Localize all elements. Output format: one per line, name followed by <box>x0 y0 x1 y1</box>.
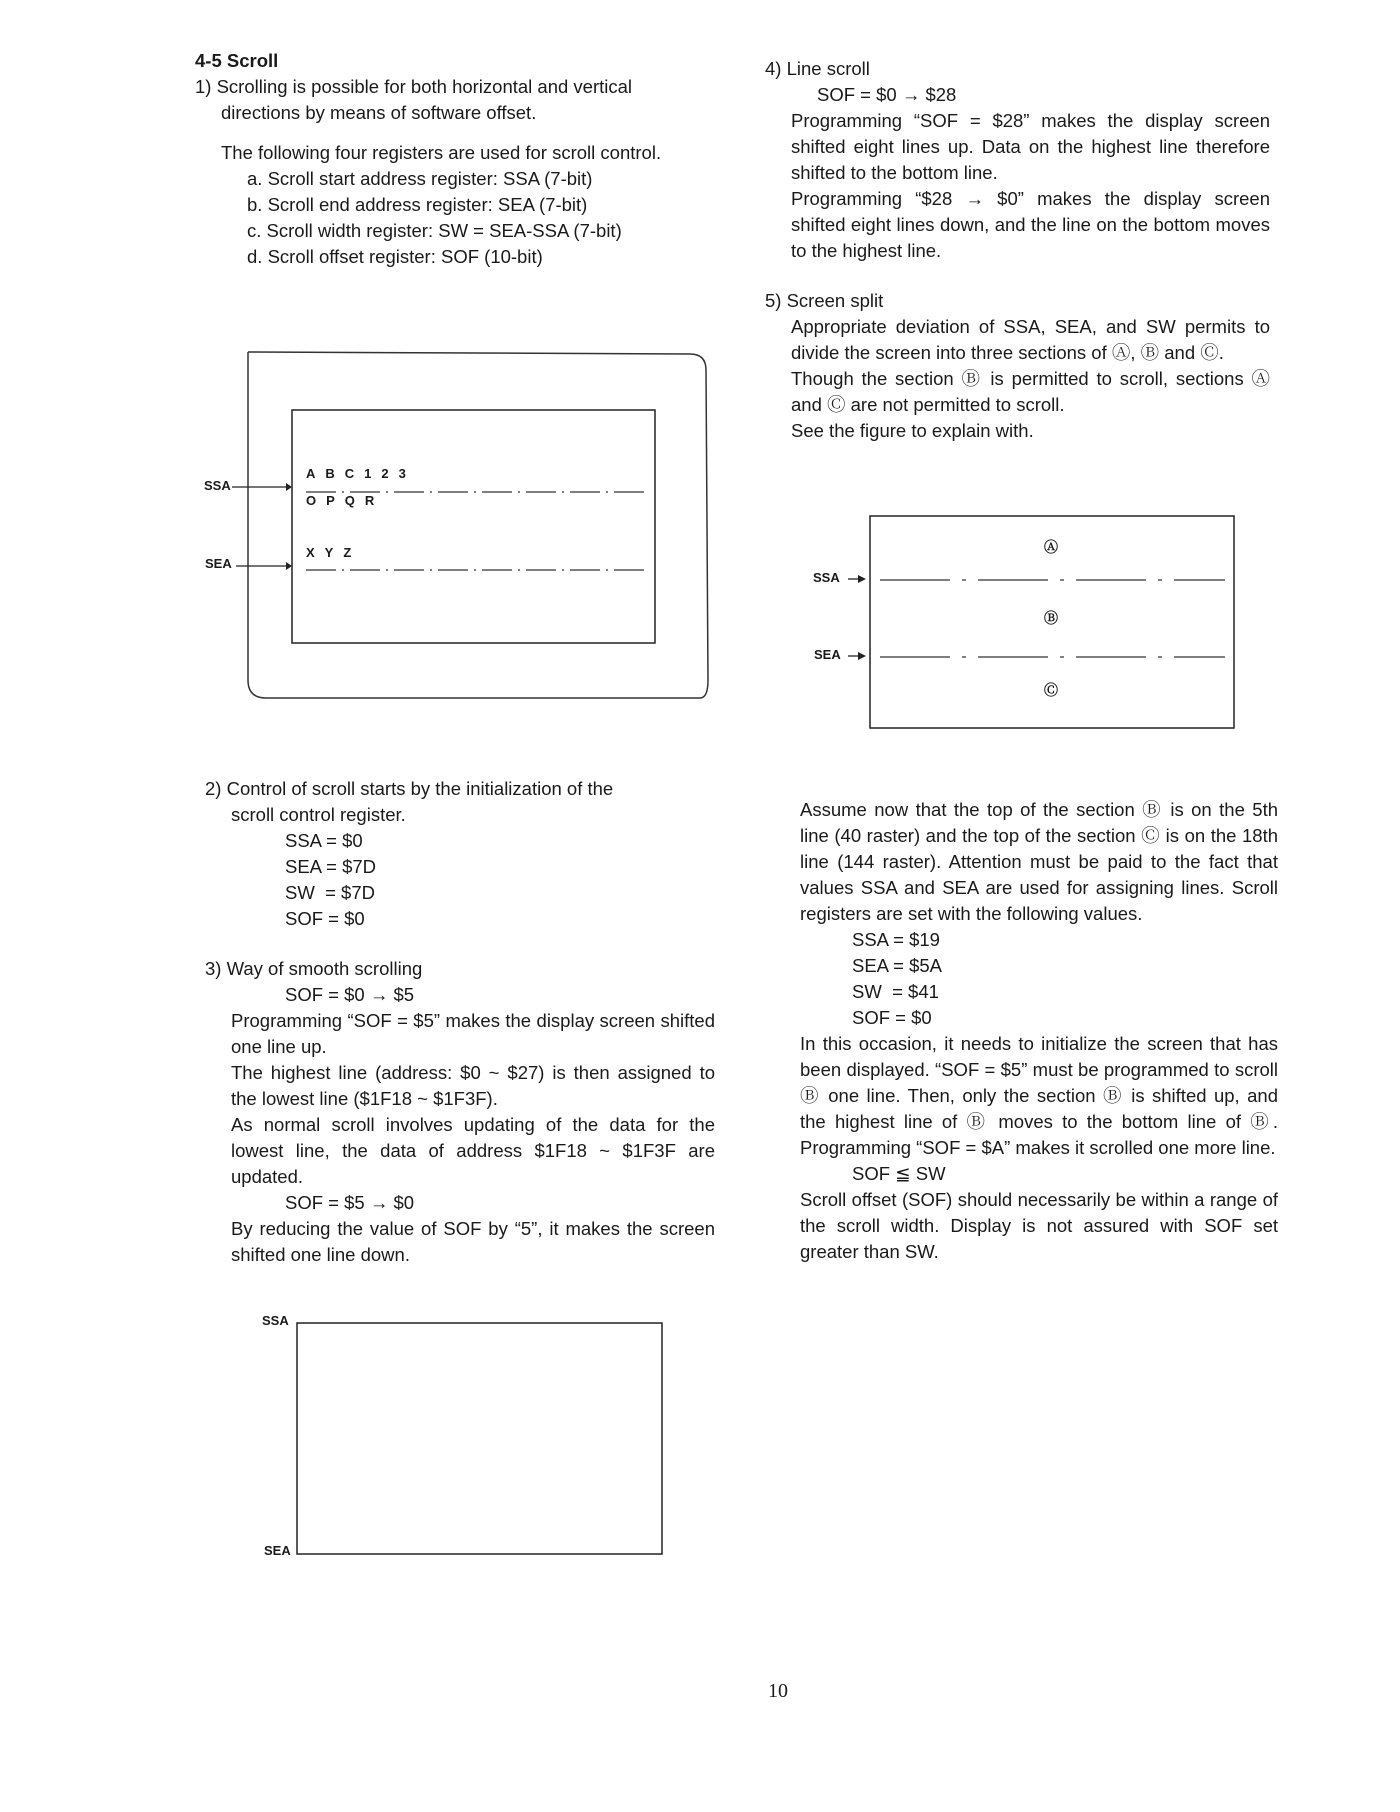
item1-para: The following four registers are used for scroll control. <box>221 142 662 163</box>
section-title: 4-5 Scroll <box>195 50 279 71</box>
item3-text3: As normal scroll involves updating of the data for the lowest line, the data of address $1F18 ~ $1F3F are updated. <box>231 1114 715 1187</box>
item3-text1: Programming “SOF = $5” makes the display screen shifted one line up. <box>231 1010 715 1057</box>
fig1-sea-label: SEA <box>205 556 232 571</box>
item2-value-sw: SW = $7D <box>285 882 375 903</box>
right-column-bottom <box>800 797 1278 1265</box>
assume-value-sw: SW = $41 <box>852 981 939 1002</box>
item4-text2: Programming “$28 → $0” makes the display screen shifted eight lines down, and the line on the bottom moves to the highest line. <box>791 188 1270 261</box>
assume-value-sea: SEA = $5A <box>852 955 942 976</box>
item5-title: 5) Screen split <box>765 290 884 311</box>
item4-eq: SOF = $0 → $28 <box>817 84 957 105</box>
assume-text2: In this occasion, it needs to initialize the screen that has been displayed. “SOF = $5” must be programmed to scroll Ⓑ one line. Then, only the section Ⓑ is shifted up, and the highest line of Ⓑ moves to the bottom line of Ⓑ. Programming “SOF = $A” makes it scrolled one more line. <box>800 1033 1278 1158</box>
fig1-row-opqr: OPQR <box>306 493 385 508</box>
item3-eq1: SOF = $0 → $5 <box>285 984 415 1005</box>
fig2-section-c: Ⓒ <box>1044 682 1058 698</box>
assume-text3: Scroll offset (SOF) should necessarily be within a range of the scroll width. Display is not assured with SOF set greater than SW. <box>800 1189 1278 1262</box>
fig2-section-b: Ⓑ <box>1044 610 1058 626</box>
register-d: d. Scroll offset register: SOF (10-bit) <box>247 246 543 267</box>
assume-value-ssa: SSA = $19 <box>852 929 940 950</box>
fig3-sea-label: SEA <box>264 1543 291 1558</box>
fig1-row-abc123: ABC123 <box>306 466 416 481</box>
item1-line1: 1) Scrolling is possible for both horizontal and vertical <box>195 76 633 97</box>
assume-eq: SOF ≦ SW <box>852 1163 946 1184</box>
item3-title: 3) Way of smooth scrolling <box>205 958 423 979</box>
item1-line2: directions by means of software offset. <box>221 102 537 123</box>
item2-line2: scroll control register. <box>231 804 406 825</box>
item4-text1: Programming “SOF = $28” makes the display screen shifted eight lines up. Data on the highest line therefore shifted to the bottom line. <box>791 110 1270 183</box>
fig3-ssa-label: SSA <box>262 1313 289 1328</box>
fig2-section-a: Ⓐ <box>1044 539 1058 555</box>
item5-text3: See the figure to explain with. <box>791 420 1034 441</box>
register-b: b. Scroll end address register: SEA (7-bit) <box>247 194 588 215</box>
register-c: c. Scroll width register: SW = SEA-SSA (7-bit) <box>247 220 622 241</box>
item2-value-sof: SOF = $0 <box>285 908 365 929</box>
item2-value-sea: SEA = $7D <box>285 856 377 877</box>
page-number: 10 <box>768 1680 788 1702</box>
item2-value-ssa: SSA = $0 <box>285 830 363 851</box>
assume-text1: Assume now that the top of the section Ⓑ is on the 5th line (40 raster) and the top of the section Ⓒ is on the 18th line (144 raster). Attention must be paid to the fact that values SSA and SEA are used for assigning lines. Scroll registers are set with the following values. <box>800 799 1278 924</box>
fig2-sea-label: SEA <box>814 647 841 662</box>
item5-text1: Appropriate deviation of SSA, SEA, and SW permits to divide the screen into three sections of Ⓐ, Ⓑ and Ⓒ. <box>791 316 1270 363</box>
item3-text2: The highest line (address: $0 ~ $27) is then assigned to the lowest line ($1F18 ~ $1F3F). <box>231 1062 715 1109</box>
fig1-row-xyz: XYZ <box>306 545 362 560</box>
item3-eq2: SOF = $5 → $0 <box>285 1192 415 1213</box>
register-a: a. Scroll start address register: SSA (7-bit) <box>247 168 593 189</box>
fig1-ssa-label: SSA <box>204 478 231 493</box>
fig2-ssa-label: SSA <box>813 570 840 585</box>
assume-value-sof: SOF = $0 <box>852 1007 932 1028</box>
item2-line1: 2) Control of scroll starts by the initialization of the <box>205 778 614 799</box>
item5-text2: Though the section Ⓑ is permitted to scroll, sections Ⓐ and Ⓒ are not permitted to scroll. <box>791 368 1270 415</box>
item3-text4: By reducing the value of SOF by “5”, it makes the screen shifted one line down. <box>231 1218 715 1265</box>
item4-title: 4) Line scroll <box>765 58 870 79</box>
